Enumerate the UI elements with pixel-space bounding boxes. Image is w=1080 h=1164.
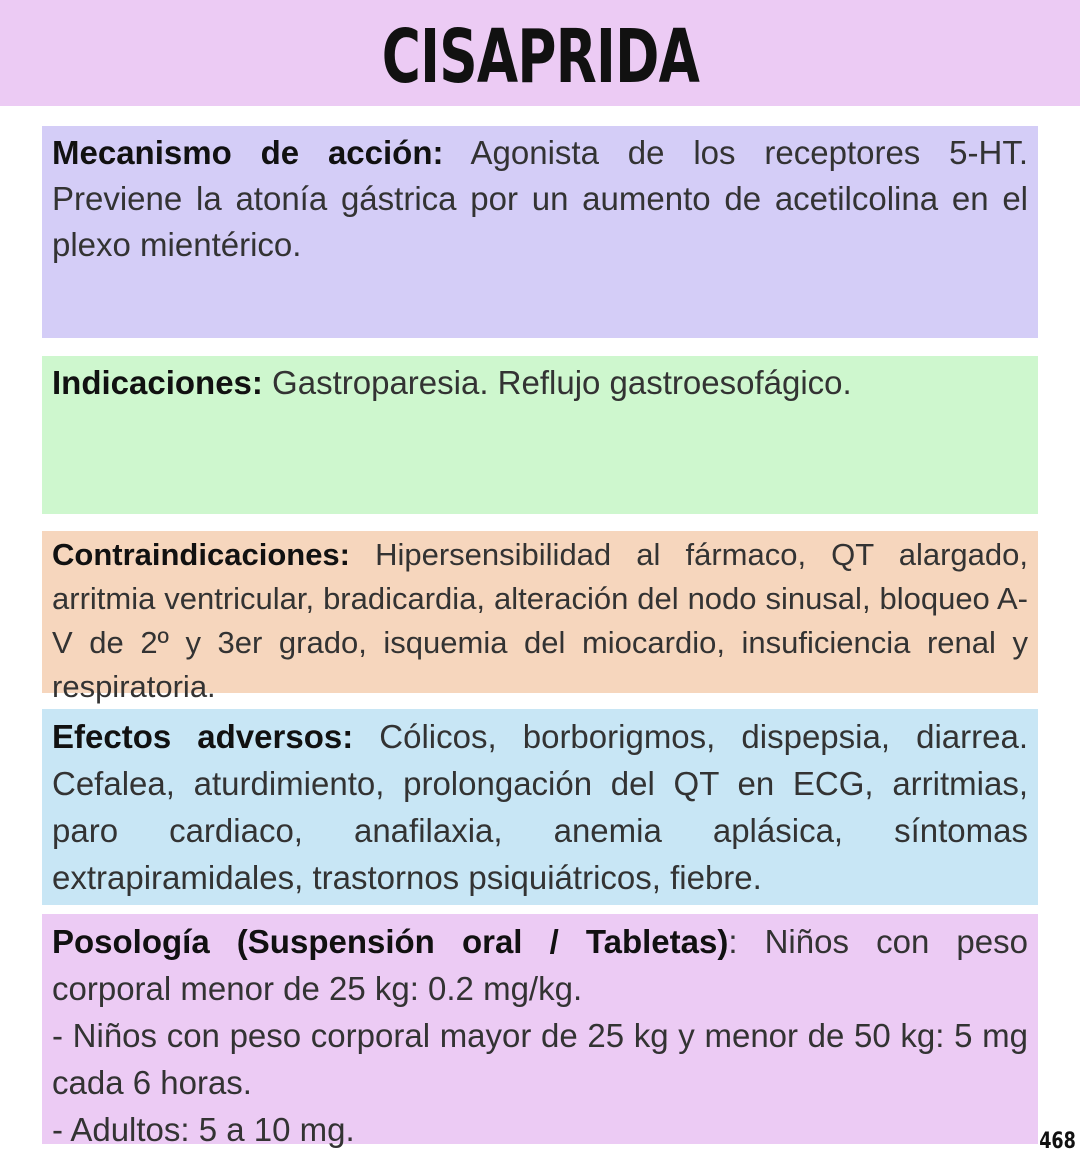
posologia-text-1: : Niños con peso corporal menor de 25 kg: 0.2 mg/kg. [52, 923, 1028, 1007]
indicaciones-label: Indicaciones: [52, 364, 263, 401]
indicaciones-text: Gastroparesia. Reflujo gastroesofágico. [262, 364, 852, 401]
section-posologia [42, 914, 1038, 1148]
page-number: 468 [1039, 1129, 1076, 1154]
efectos-label: Efectos adversos: [52, 718, 354, 755]
posologia-line-1 [52, 918, 1028, 1012]
posologia-line-3: - Adultos: 5 a 10 mg. [52, 1111, 355, 1148]
title-banner [0, 0, 1080, 106]
mecanismo-text: Agonista de los receptores 5-HT. Previene la atonía gástrica por un aumento de acetilcolina en el plexo mientérico. [52, 134, 1029, 263]
posologia-label: Posología (Suspensión oral / Tabletas) [52, 923, 729, 960]
section-contraindicaciones [42, 531, 1038, 704]
contraindicaciones-text: Hipersensibilidad al fármaco, QT alargado, arritmia ventricular, bradicardia, alteración del nodo sinusal, bloqueo A-V de 2º y 3er grado, isquemia del miocardio, insuficiencia renal y respiratoria. [52, 537, 1028, 704]
efectos-text: Cólicos, borborigmos, dispepsia, diarrea. Cefalea, aturdimiento, prolongación del QT en ECG, arritmias, paro cardiaco, anafilaxia, anemia aplásica, síntomas extrapiramidales, trastornos psiquiátricos, fiebre. [52, 718, 1028, 896]
section-indicaciones [42, 356, 1038, 514]
page-title: CISAPRIDA [381, 14, 699, 100]
mecanismo-label: Mecanismo de acción: [52, 134, 444, 171]
contraindicaciones-label: Contraindicaciones: [52, 537, 350, 572]
section-efectos-adversos [42, 709, 1038, 905]
posologia-line-2: - Niños con peso corporal mayor de 25 kg y menor de 50 kg: 5 mg cada 6 horas. [52, 1017, 1028, 1101]
section-mecanismo [42, 126, 1038, 338]
